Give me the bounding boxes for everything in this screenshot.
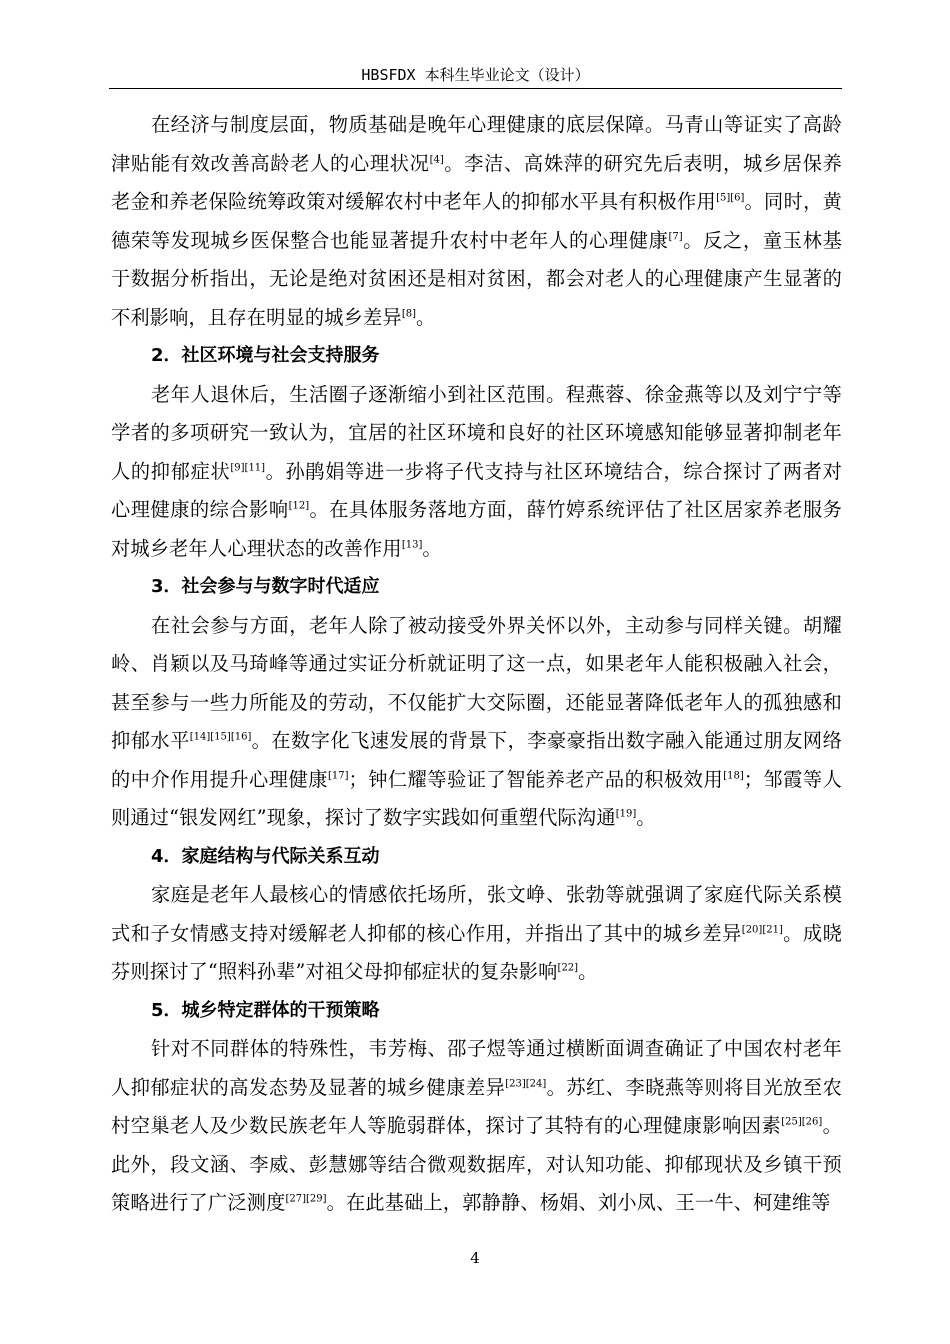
citation-ref: [23][24]: [505, 1078, 547, 1090]
paragraph-text: 。: [578, 960, 598, 983]
paragraph-text: 在经济与制度层面，物质基础是晚年心理健康的底层保障。马青山等证实了高龄津贴能有效改善高龄老人的心理状况: [111, 113, 842, 175]
paragraph-text: 。: [415, 305, 436, 329]
citation-ref: [7]: [668, 231, 683, 243]
body-paragraph: [111, 1030, 842, 1223]
paragraph-text: 老年人退休后，生活圈子逐渐缩小到社区范围。程燕蓉、徐金燕等以及刘宁宁等学者的多项研究一致认为，宜居的社区环境和良好的社区环境感知能够显著抑制老年人的抑郁症状: [111, 382, 842, 483]
document-body: [111, 106, 842, 1223]
citation-ref: [4]: [429, 154, 444, 166]
paragraph-text: 。在数字化飞速发展的背景下，李豪豪指出数字融入能通过朋友网络的中介作用提升心理健康: [111, 729, 842, 791]
citation-ref: [25][26]: [781, 1116, 823, 1128]
citation-ref: [18]: [723, 770, 744, 782]
paragraph-text: 。在此基础上，郭静静、杨娟、刘小凤、王一牛、柯建维等: [326, 1191, 831, 1214]
citation-ref: [8]: [401, 308, 416, 320]
paragraph-text: 家庭是老年人最核心的情感依托场所，张文峥、张勃等就强调了家庭代际关系模式和子女情感支持对缓解老人抑郁的核心作用，并指出了其中的城乡差异: [111, 883, 842, 945]
paragraph-text: ；钟仁耀等验证了智能养老产品的积极效用: [348, 767, 724, 791]
citation-ref: [22]: [557, 962, 579, 974]
paragraph-text: ；邹霞等人则通过“银发网红”现象，探讨了数字实践如何重塑代际沟通: [111, 767, 842, 829]
body-paragraph: [111, 876, 842, 992]
citation-ref: [14][15][16]: [189, 731, 252, 743]
section-heading: 2．社区环境与社会支持服务: [151, 345, 380, 366]
citation-ref: [13]: [401, 539, 423, 551]
paragraph-text: 。孙鹃娟等进一步将子代支持与社区环境结合，综合探讨了两者对心理健康的综合影响: [111, 459, 842, 521]
page-number: 4: [470, 1249, 480, 1267]
paragraph-text: 。李洁、高姝萍的研究先后表明，城乡居保养老金和养老保险统筹政策对缓解农村中老年人的抑郁水平具有积极作用: [111, 151, 843, 213]
paragraph-text: 。成晓芬则探讨了“照料孙辈”对祖父母抑郁症状的复杂影响: [111, 921, 842, 983]
section-heading: 3．社会参与与数字时代适应: [151, 576, 380, 597]
paragraph-text: 在社会参与方面，老年人除了被动接受外界关怀以外，主动参与同样关键。胡耀岭、肖颖以及马琦峰等通过实证分析就证明了这一点，如果老年人能积极融入社会，甚至参与一些力所能及的劳动，不仅能扩大交际圈，还能显著降低老年人的孤独感和抑郁水平: [111, 613, 842, 752]
paragraph-text: 针对不同群体的特殊性，韦芳梅、邵子煜等通过横断面调查确证了中国农村老年人抑郁症状的高发态势及显著的城乡健康差异: [111, 1037, 842, 1099]
paragraph-text: 。在具体服务落地方面，薛竹婷系统评估了社区居家养老服务对城乡老年人心理状态的改善作用: [111, 498, 842, 560]
section-heading: 5．城乡特定群体的干预策略: [151, 999, 380, 1021]
header-rule: [109, 88, 842, 89]
paragraph-text: 。苏红、李晓燕等则将目光放至农村空巢老人及少数民族老年人等脆弱群体，探讨了其特有的心理健康影响因素: [111, 1075, 842, 1137]
citation-ref: [20][21]: [741, 924, 783, 936]
section-heading: 4．家庭结构与代际关系互动: [151, 845, 380, 867]
paragraph-text: 。: [636, 806, 656, 829]
citation-ref: [27][29]: [285, 1193, 327, 1205]
citation-ref: [17]: [327, 770, 349, 782]
paragraph-text: 。反之，童玉林基于数据分析指出，无论是绝对贫困还是相对贫困，都会对老人的心理健康产生显著的不利影响，且存在明显的城乡差异: [111, 228, 842, 329]
body-paragraph: [111, 376, 842, 569]
body-paragraph: [111, 607, 842, 838]
paragraph-text: 。此外，段文涵、李威、彭慧娜等结合微观数据库，对认知功能、抑郁现状及乡镇干预策略进行了广泛测度: [111, 1114, 842, 1214]
page-header: HBSFDX 本科生毕业论文（设计）: [361, 66, 590, 84]
paragraph-text: 。同时，黄德荣等发现城乡医保整合也能显著提升农村中老年人的心理健康: [111, 190, 842, 252]
citation-ref: [5][6]: [716, 192, 745, 204]
body-paragraph: [111, 106, 842, 337]
paragraph-text: 。: [422, 536, 442, 560]
citation-ref: [12]: [288, 500, 310, 512]
citation-ref: [9][11]: [230, 462, 266, 474]
citation-ref: [19]: [615, 808, 637, 820]
